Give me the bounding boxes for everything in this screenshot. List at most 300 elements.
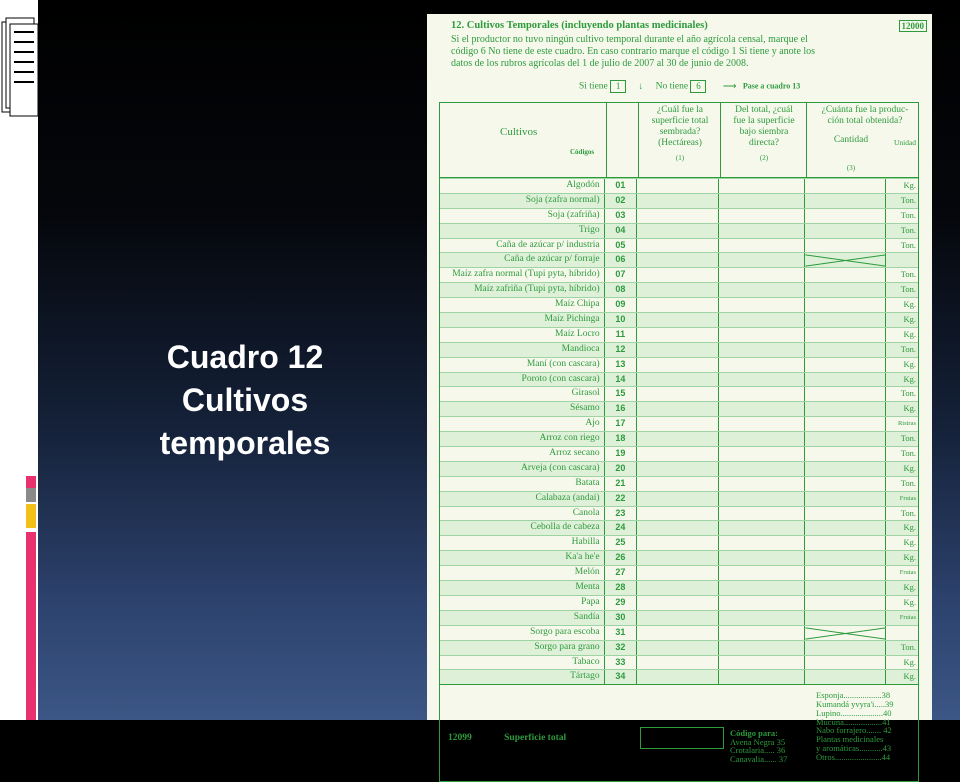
cantidad-cell[interactable] [805, 641, 887, 655]
table-row [440, 550, 918, 565]
superficie-sembrada-cell[interactable] [637, 507, 719, 521]
form-title: 12. Cultivos Temporales (incluyendo plantas medicinales) [451, 20, 708, 31]
siembra-directa-cell[interactable] [719, 596, 805, 610]
unit-label: Kg. [903, 582, 916, 593]
siembra-directa-cell[interactable] [719, 358, 805, 372]
crop-code: 31 [604, 626, 638, 640]
pase-label: Pase a cuadro 13 [742, 81, 801, 91]
siembra-directa-cell[interactable] [719, 373, 805, 387]
table-row [440, 506, 918, 521]
other-code-item: y aromáticas...........43 [816, 743, 892, 754]
crop-code: 13 [604, 358, 638, 372]
superficie-sembrada-cell[interactable] [637, 224, 719, 238]
si-tiene-label: Si tiene [579, 81, 608, 92]
unit-label: Ton. [900, 388, 916, 399]
crop-name: Mandioca [561, 343, 600, 354]
unit-label: Ton. [900, 209, 916, 220]
crop-code: 15 [604, 387, 638, 401]
other-code-item: Plantas medicinales [816, 734, 884, 745]
crop-code: 01 [604, 179, 638, 193]
unit-label: Kg. [903, 358, 916, 369]
crop-code: 17 [604, 417, 638, 431]
siembra-directa-cell[interactable] [719, 521, 805, 535]
header-text: bajo siembra [739, 127, 789, 137]
crop-code: 12 [604, 343, 638, 357]
cantidad-cell[interactable] [805, 566, 887, 580]
superficie-sembrada-cell[interactable] [637, 551, 719, 565]
unit-label: Kg. [903, 180, 916, 190]
other-code-item: Lupino....................40 [816, 707, 892, 718]
cantidad-cell[interactable] [805, 447, 887, 461]
table-row [440, 223, 918, 238]
table-row [440, 461, 918, 476]
superficie-sembrada-cell[interactable] [637, 566, 719, 580]
siembra-directa-cell[interactable] [719, 343, 805, 357]
crop-name: Girasol [571, 388, 600, 399]
crop-code: 16 [604, 402, 638, 416]
siembra-directa-cell[interactable] [719, 387, 805, 401]
siembra-directa-cell[interactable] [719, 551, 805, 565]
crop-code: 14 [604, 373, 638, 387]
unit-label: Kg. [903, 671, 916, 682]
accent-bar-pink-long [26, 532, 36, 720]
siembra-directa-cell[interactable] [719, 462, 805, 476]
crop-rows [439, 177, 919, 685]
siembra-directa-cell[interactable] [719, 179, 805, 193]
table-row [440, 580, 918, 595]
crop-name: Ajo [585, 418, 600, 429]
crop-code: 09 [604, 298, 638, 312]
siembra-directa-cell[interactable] [719, 656, 805, 670]
siembra-directa-cell[interactable] [719, 566, 805, 580]
table-row [440, 595, 918, 610]
crop-code: 10 [604, 313, 638, 327]
superficie-sembrada-cell[interactable] [637, 492, 719, 506]
superficie-sembrada-cell[interactable] [637, 477, 719, 491]
table-header [439, 102, 919, 177]
codigo-para-item: Canavalia...... 37 [730, 754, 788, 765]
cantidad-cell[interactable] [805, 507, 887, 521]
crop-code: 18 [604, 432, 638, 446]
header-number: (3) [846, 164, 856, 172]
form-code: 12000 [899, 20, 928, 32]
header-unidad: Unidad [893, 138, 917, 147]
unit-label: Kg. [903, 373, 916, 384]
cantidad-cell[interactable] [805, 313, 887, 327]
header-text: ¿Cuál fue la [657, 105, 703, 115]
siembra-directa-cell[interactable] [719, 328, 805, 342]
crop-name: Sandía [573, 611, 600, 622]
superficie-sembrada-cell[interactable] [637, 387, 719, 401]
accent-bar-yellow [26, 504, 36, 528]
crop-name: Arroz secano [549, 448, 600, 459]
siembra-directa-cell[interactable] [719, 224, 805, 238]
siembra-directa-cell[interactable] [719, 298, 805, 312]
crop-name: Arroz con riego [539, 433, 600, 444]
cantidad-cell [805, 626, 887, 640]
crop-code: 32 [604, 641, 638, 655]
cantidad-cell[interactable] [805, 417, 887, 431]
table-row [440, 327, 918, 342]
crop-name: Batata [575, 477, 600, 488]
crop-code: 30 [604, 611, 638, 625]
cantidad-cell[interactable] [805, 477, 887, 491]
crop-code: 24 [604, 521, 638, 535]
cantidad-cell[interactable] [805, 358, 887, 372]
crop-name: Poroto (con cascara) [521, 373, 600, 384]
divider [806, 103, 807, 177]
siembra-directa-cell[interactable] [719, 507, 805, 521]
cantidad-cell[interactable] [805, 611, 887, 625]
other-codes-list [816, 691, 894, 761]
other-code-item: Kumandá yvyra'i.....39 [816, 699, 894, 710]
table-row [440, 520, 918, 535]
table-row [440, 491, 918, 506]
header-cultivos: Cultivos [500, 126, 538, 138]
crop-code: 21 [604, 477, 638, 491]
unit-label: Frutas [899, 613, 916, 621]
crop-code: 26 [604, 551, 638, 565]
cantidad-cell[interactable] [805, 239, 887, 253]
superficie-sembrada-cell[interactable] [637, 402, 719, 416]
crop-code: 34 [604, 670, 638, 684]
siembra-directa-cell[interactable] [719, 432, 805, 446]
unit-label: Ton. [900, 239, 916, 250]
superficie-code: 12099 [448, 733, 472, 744]
crop-code: 20 [604, 462, 638, 476]
crop-name: Arveja (con cascara) [521, 462, 600, 473]
unit-label: Ton. [900, 284, 916, 295]
yes-no-selector [579, 80, 800, 93]
table-row [440, 640, 918, 655]
crop-code: 28 [604, 581, 638, 595]
header-number: (2) [759, 154, 769, 162]
cantidad-cell[interactable] [805, 283, 887, 297]
unit-label: Ton. [900, 448, 916, 459]
codigo-para-item: Crotalaria..... 36 [730, 745, 786, 756]
header-codigos: Códigos [570, 148, 595, 156]
superficie-sembrada-cell[interactable] [637, 328, 719, 342]
cantidad-cell[interactable] [805, 328, 887, 342]
cantidad-cell[interactable] [805, 268, 887, 282]
superficie-sembrada-cell[interactable] [637, 670, 719, 684]
crop-code: 04 [604, 224, 638, 238]
cantidad-cell[interactable] [805, 656, 887, 670]
accent-bar-pink-top [26, 476, 36, 488]
siembra-directa-cell[interactable] [719, 209, 805, 223]
table-row [440, 476, 918, 491]
table-row [440, 610, 918, 625]
superficie-sembrada-cell[interactable] [637, 611, 719, 625]
table-row [440, 372, 918, 387]
cantidad-cell [805, 253, 887, 267]
crop-name: Sorgo para grano [534, 641, 600, 652]
cantidad-cell[interactable] [805, 209, 887, 223]
cantidad-cell[interactable] [805, 536, 887, 550]
header-number: (1) [675, 154, 685, 162]
superficie-sembrada-cell[interactable] [637, 626, 719, 640]
cantidad-cell[interactable] [805, 670, 887, 684]
crop-code: 05 [604, 239, 638, 253]
crop-name: Soja (zafriña) [547, 209, 600, 220]
table-row [440, 312, 918, 327]
superficie-sembrada-cell[interactable] [637, 432, 719, 446]
divider [720, 103, 721, 177]
cantidad-cell[interactable] [805, 179, 887, 193]
crop-name: Calabaza (andai) [535, 492, 600, 503]
crop-name: Cebolla de cabeza [530, 522, 600, 533]
crop-name: Soja (zafra normal) [525, 194, 600, 205]
unit-label [886, 626, 918, 640]
form-instructions [451, 34, 921, 70]
crop-table [439, 102, 919, 782]
table-row [440, 416, 918, 431]
superficie-sembrada-cell[interactable] [637, 268, 719, 282]
table-row [440, 178, 918, 193]
crop-name: Ka'a he'e [565, 552, 600, 563]
header-text: sembrada? [659, 127, 701, 137]
instruction-line: Si el productor no tuvo ningún cultivo temporal durante el año agrícola censal, marque el [451, 34, 808, 45]
crop-code: 33 [604, 656, 638, 670]
header-text: fue la superficie [733, 116, 795, 126]
other-code-item: Otros......................44 [816, 751, 891, 762]
codigo-para-item: Avena Negra 35 [730, 736, 786, 747]
cantidad-cell[interactable] [805, 373, 887, 387]
superficie-sembrada-cell[interactable] [637, 253, 719, 267]
siembra-directa-cell[interactable] [719, 268, 805, 282]
unit-label: Kg. [903, 328, 916, 339]
header-text: (Hectáreas) [658, 138, 702, 148]
crop-name: Caña de azúcar p/ forraje [504, 254, 600, 265]
crop-code: 08 [604, 283, 638, 297]
siembra-directa-cell[interactable] [719, 313, 805, 327]
cantidad-cell[interactable] [805, 596, 887, 610]
siembra-directa-cell[interactable] [719, 402, 805, 416]
unit-label [886, 253, 918, 267]
unit-label: Ton. [900, 194, 916, 205]
crop-code: 06 [604, 253, 638, 267]
unit-label: Frutas [899, 494, 916, 502]
cantidad-cell[interactable] [805, 462, 887, 476]
accent-bar-gray [26, 488, 36, 502]
crop-name: Maíz Pichinga [544, 314, 600, 325]
codigo-para-list [730, 729, 787, 763]
crop-name: Habilla [571, 537, 600, 548]
siembra-directa-cell[interactable] [719, 283, 805, 297]
table-row [440, 252, 918, 267]
table-row [440, 282, 918, 297]
superficie-sembrada-cell[interactable] [637, 298, 719, 312]
cantidad-cell[interactable] [805, 492, 887, 506]
crop-name: Menta [575, 582, 600, 593]
superficie-sembrada-cell[interactable] [637, 462, 719, 476]
crop-name: Algodón [566, 180, 600, 190]
superficie-sembrada-cell[interactable] [637, 596, 719, 610]
form-scan-image [427, 14, 932, 765]
table-row [440, 431, 918, 446]
siembra-directa-cell[interactable] [719, 447, 805, 461]
instruction-line: código 6 No tiene de este cuadro. En caso contrario marque el código 1 Si tiene y anote los [451, 46, 816, 57]
table-row [440, 208, 918, 223]
slide-title-line: Cultivos [181, 382, 309, 418]
unit-label: Ton. [900, 224, 916, 235]
unit-label: Ristras [897, 420, 916, 428]
siembra-directa-cell[interactable] [719, 417, 805, 431]
siembra-directa-cell[interactable] [719, 253, 805, 267]
unit-label: Kg. [903, 656, 916, 667]
cantidad-cell[interactable] [805, 432, 887, 446]
unit-label: Kg. [903, 522, 916, 533]
crop-name: Tártago [570, 671, 600, 682]
table-row [440, 357, 918, 372]
header-text: superficie total [651, 116, 709, 126]
slide-title-line: temporales [159, 425, 331, 461]
table-row [440, 342, 918, 357]
cantidad-cell[interactable] [805, 224, 887, 238]
table-row [440, 625, 918, 640]
superficie-sembrada-cell[interactable] [637, 447, 719, 461]
header-col1 [640, 105, 720, 164]
crop-code: 29 [604, 596, 638, 610]
cantidad-cell[interactable] [805, 521, 887, 535]
siembra-directa-cell[interactable] [719, 641, 805, 655]
table-row [440, 565, 918, 580]
unit-label: Kg. [903, 299, 916, 310]
superficie-sembrada-cell[interactable] [637, 373, 719, 387]
unit-label: Kg. [903, 462, 916, 473]
other-code-item: Mucuna..................41 [816, 716, 891, 727]
header-col2 [722, 105, 806, 164]
unit-label: Ton. [900, 433, 916, 444]
header-text: Del total, ¿cuál [735, 105, 793, 115]
superficie-sembrada-cell[interactable] [637, 283, 719, 297]
no-tiene-box: 6 [690, 80, 706, 93]
superficie-sembrada-cell[interactable] [637, 521, 719, 535]
superficie-total-box [640, 727, 724, 749]
siembra-directa-cell[interactable] [719, 194, 805, 208]
no-tiene-label: No tiene [655, 81, 689, 92]
superficie-label: Superficie total [504, 733, 567, 744]
table-row [440, 446, 918, 461]
crop-name: Sésamo [570, 403, 600, 414]
superficie-sembrada-cell[interactable] [637, 194, 719, 208]
arrow-down-icon: ↓ [638, 81, 644, 92]
crop-code: 11 [604, 328, 638, 342]
cantidad-cell[interactable] [805, 402, 887, 416]
unit-label: Ton. [900, 477, 916, 488]
superficie-sembrada-cell[interactable] [637, 417, 719, 431]
unit-label: Kg. [903, 537, 916, 548]
form-footer [439, 685, 919, 782]
cantidad-cell[interactable] [805, 551, 887, 565]
unit-label: Kg. [903, 403, 916, 414]
crop-name: Maíz zafra normal (Tupi pyta, híbrido) [452, 269, 600, 280]
table-row [440, 193, 918, 208]
table-row [440, 535, 918, 550]
superficie-sembrada-cell[interactable] [637, 343, 719, 357]
cantidad-cell[interactable] [805, 298, 887, 312]
superficie-sembrada-cell[interactable] [637, 536, 719, 550]
cantidad-cell[interactable] [805, 581, 887, 595]
unit-label: Kg. [903, 314, 916, 325]
siembra-directa-cell[interactable] [719, 626, 805, 640]
slide-title-line: Cuadro 12 [166, 339, 324, 375]
crop-name: Caña de azúcar p/ industria [496, 239, 600, 250]
siembra-directa-cell[interactable] [719, 477, 805, 491]
header-col3 [808, 105, 922, 127]
siembra-directa-cell[interactable] [719, 536, 805, 550]
crop-code: 03 [604, 209, 638, 223]
unit-label: Ton. [900, 641, 916, 652]
crop-name: Maní (con cascara) [526, 358, 600, 369]
superficie-sembrada-cell[interactable] [637, 358, 719, 372]
cantidad-cell[interactable] [805, 343, 887, 357]
superficie-sembrada-cell[interactable] [637, 179, 719, 193]
siembra-directa-cell[interactable] [719, 239, 805, 253]
header-text: ción total obtenida? [827, 116, 903, 126]
cantidad-cell[interactable] [805, 194, 887, 208]
crop-code: 19 [604, 447, 638, 461]
other-code-item: Nabo forrajero....... 42 [816, 725, 892, 736]
table-row [440, 669, 918, 684]
crop-code: 25 [604, 536, 638, 550]
codigo-para-item: Código para: [730, 728, 778, 739]
crop-name: Trigo [578, 224, 600, 235]
superficie-sembrada-cell[interactable] [637, 313, 719, 327]
siembra-directa-cell[interactable] [719, 611, 805, 625]
header-cantidad: Cantidad [833, 135, 869, 145]
table-row [440, 401, 918, 416]
crop-name: Maíz Locro [555, 328, 600, 339]
crop-code: 02 [604, 194, 638, 208]
superficie-sembrada-cell[interactable] [637, 641, 719, 655]
superficie-sembrada-cell[interactable] [637, 209, 719, 223]
siembra-directa-cell[interactable] [719, 492, 805, 506]
superficie-sembrada-cell[interactable] [637, 581, 719, 595]
instruction-line: datos de los rubros agrícolas del 1 de julio de 2007 al 30 de junio de 2008. [451, 58, 749, 69]
superficie-sembrada-cell[interactable] [637, 239, 719, 253]
siembra-directa-cell[interactable] [719, 670, 805, 684]
crop-code: 22 [604, 492, 638, 506]
superficie-total-row [448, 733, 566, 743]
crop-code: 27 [604, 566, 638, 580]
crop-name: Melón [574, 567, 600, 578]
crop-name: Sorgo para escoba [530, 626, 600, 637]
crop-code: 23 [604, 507, 638, 521]
other-code-item: Esponja..................38 [816, 690, 891, 701]
unit-label: Frutas [899, 569, 916, 577]
table-row [440, 386, 918, 401]
unit-label: Ton. [900, 269, 916, 280]
crop-name: Maíz zafriña (Tupi pyta, híbrido) [474, 284, 600, 295]
table-row [440, 238, 918, 253]
crop-code: 07 [604, 268, 638, 282]
divider [606, 103, 607, 177]
unit-label: Ton. [900, 507, 916, 518]
crop-name: Tabaco [572, 656, 600, 667]
table-row [440, 297, 918, 312]
document-stack-icon [0, 18, 38, 118]
table-row [440, 267, 918, 282]
crop-name: Maíz Chipa [555, 299, 600, 310]
unit-label: Kg. [903, 596, 916, 607]
superficie-sembrada-cell[interactable] [637, 656, 719, 670]
unit-label: Kg. [903, 552, 916, 563]
slide-title [95, 336, 395, 465]
cantidad-cell[interactable] [805, 387, 887, 401]
siembra-directa-cell[interactable] [719, 581, 805, 595]
table-row [440, 655, 918, 670]
